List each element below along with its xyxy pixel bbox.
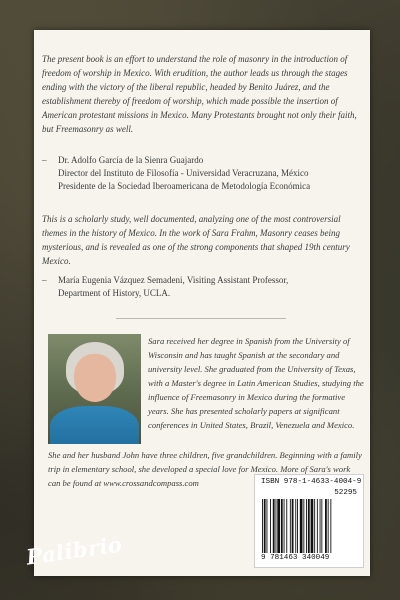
price-code: 52295 xyxy=(334,489,357,497)
review-blurb-2: This is a scholarly study, well documented, analyzing one of the most controversial themes in the history of Mexico. In the work of Sara Frahm, Masonry ceases being mysterious, and is revealed as one of the strong components that shaped 19th century Mexico. xyxy=(42,214,350,266)
isbn-number: ISBN 978-1-4633-4004-9 xyxy=(261,478,362,486)
isbn-barcode xyxy=(254,474,364,568)
attribution-name: María Eugenia Vázquez Semadeni, Visiting Assistant Professor, xyxy=(58,275,289,285)
review-blurb-1: The present book is an effort to understand the role of masonry in the introduction of freedom of worship in Mexico. With erudition, the author leads us through the stages ending with the victory of the liberal republic, headed by Benito Juárez, and the establishment thereby of freedom of worship, which made possible the insertion of American protestant missions in Mexico. Many Protestants brought not only their faith, but Freemasonry as well. xyxy=(42,54,357,134)
publisher-logo: Palibrio xyxy=(24,531,124,570)
attribution-title: Director del Instituto de Filosofía - Universidad Veracruzana, México xyxy=(58,168,309,178)
author-bio: Sara received her degree in Spanish from the University of Wisconsin and has taught Spanish at the secondary and university level. She graduated from the University of Texas, with a Master's degree in Latin American Studies, studying the influence of Freemasonry in Mexico during the formative years. She has presented scholarly papers at significant conferences in United States, Brazil, Venezuela and Mexico. xyxy=(148,336,364,430)
barcode-bars xyxy=(261,499,357,553)
author-bio-continued: She and her husband John have three children, five grandchildren. Beginning with a family trip in elementary school, she developed a special love for Mexico. More of Sara's work can be found at www.crossandcompass.com xyxy=(48,450,362,488)
attribution-title: Presidente de la Sociedad Iberoamericana de Metodología Económica xyxy=(58,181,311,191)
attribution-dash: – xyxy=(42,275,47,285)
attribution-name: Dr. Adolfo García de la Sienra Guajardo xyxy=(58,155,204,165)
attribution-title: Department of History, UCLA. xyxy=(58,288,171,298)
author-photo xyxy=(48,334,141,444)
ean-number: 9 781463 340049 xyxy=(261,554,330,562)
attribution-dash: – xyxy=(42,155,47,165)
section-divider xyxy=(116,318,286,319)
author-photo-shirt xyxy=(50,406,139,444)
author-photo-face xyxy=(74,354,116,402)
